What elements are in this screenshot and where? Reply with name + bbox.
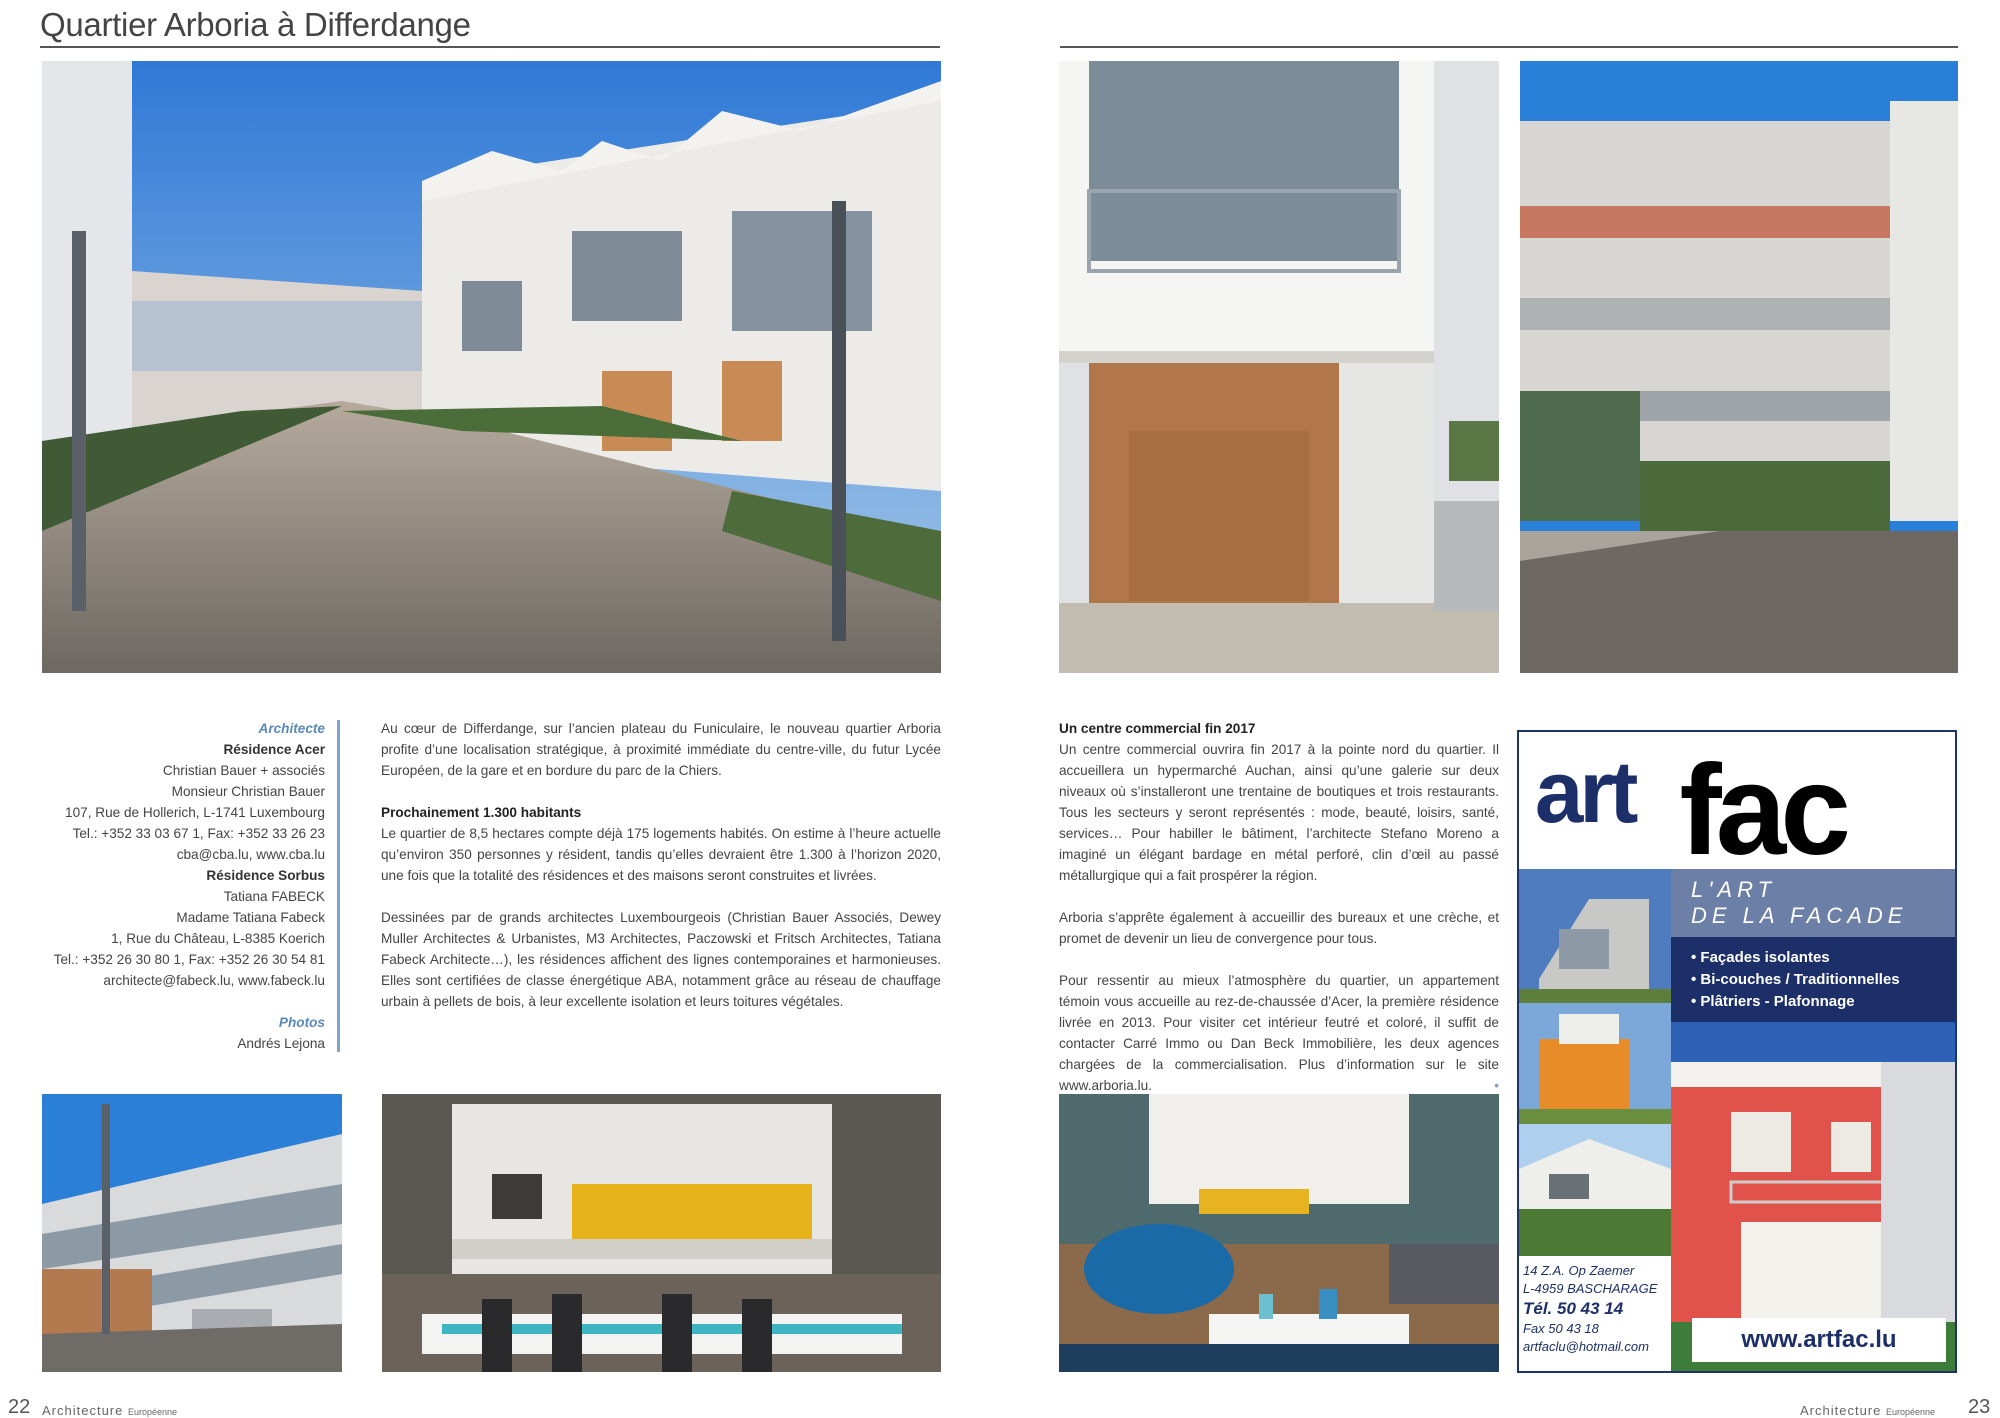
section-heading: Un centre commercial fin 2017 bbox=[1059, 721, 1256, 736]
article-intro: Au cœur de Differdange, sur l’ancien plateau du Funiculaire, le nouveau quartier Arboria profite d’une localisation stratégique, à proximité immédiate du centre-ville, du futur Lycée Européen, de la gare et en bordure du parc de la Chiers. bbox=[381, 721, 941, 778]
ad-contact-info bbox=[1519, 1256, 1671, 1371]
ad-address-line: L-4959 BASCHARAGE bbox=[1523, 1281, 1658, 1296]
credit-line: 1, Rue du Château, L-8385 Koerich bbox=[111, 931, 325, 946]
credit-line: Tel.: +352 33 03 67 1, Fax: +352 33 26 23 bbox=[72, 826, 325, 841]
photos-label: Photos bbox=[278, 1015, 325, 1030]
service-item: • Façades isolantes bbox=[1691, 949, 1830, 966]
credit-line: Monsieur Christian Bauer bbox=[171, 784, 325, 799]
article-column-left bbox=[381, 718, 941, 1033]
article-paragraph: Dessinées par de grands architectes Luxembourgeois (Christian Bauer Associés, Dewey Muller Architectes & Urbanistes, M3 Architectes, Paczowski et Fritsch Architectes, Tatiana Fabeck Architecte…), les résidences affichent des lignes contemporaines et harmonieuses. Elles sont certifiées de classe énergétique ABA, notamment grâce au réseau de chauffage urbain à pellets de bois, à leur excellente isolation et leurs toitures végétales. bbox=[381, 910, 941, 1009]
architect-credits bbox=[40, 718, 327, 1054]
credits-divider bbox=[337, 720, 340, 1052]
credit-line: Tel.: +352 26 30 80 1, Fax: +352 26 30 54 81 bbox=[53, 952, 325, 967]
footer-brand-left: Architecture Européenne bbox=[42, 1403, 178, 1418]
architect-label: Architecte bbox=[258, 721, 325, 736]
credit-line: architecte@fabeck.lu, www.fabeck.lu bbox=[103, 973, 325, 988]
photo-kitchen bbox=[382, 1094, 941, 1372]
page-number-left: 22 bbox=[8, 1396, 31, 1418]
credit-line: Madame Tatiana Fabeck bbox=[176, 910, 325, 925]
ad-tagline bbox=[1671, 869, 1955, 937]
artfac-advertisement[interactable] bbox=[1517, 730, 1957, 1373]
article-paragraph bbox=[1059, 970, 1499, 1096]
ad-website-link[interactable]: www.artfac.lu bbox=[1692, 1318, 1946, 1362]
ad-email[interactable]: artfaclu@hotmail.com bbox=[1523, 1339, 1649, 1354]
ad-services-list bbox=[1671, 937, 1955, 1022]
ad-address-line: 14 Z.A. Op Zaemer bbox=[1523, 1263, 1635, 1278]
service-item: • Plâtriers - Plafonnage bbox=[1691, 993, 1855, 1010]
credit-line: cba@cba.lu, www.cba.lu bbox=[176, 847, 325, 862]
residence-acer-title: Résidence Acer bbox=[223, 742, 325, 757]
ad-phone: Tél. 50 43 14 bbox=[1523, 1299, 1624, 1318]
credit-line: 107, Rue de Hollerich, L-1741 Luxembourg bbox=[65, 805, 325, 820]
article-closing-text: Pour ressentir au mieux l’atmosphère du quartier, un appartement témoin vous accueille au rez-de-chaussée d’Acer, la première résidence livrée en 2013. Pour visiter cet intérieur feutré et coloré, il suffit de contacter Carré Immo ou Dan Beck Immobilière, les deux agences chargées de la commercialisation. Plus d’information sur le site www.arboria.lu. bbox=[1059, 973, 1499, 1093]
logo-fac: fac bbox=[1679, 738, 1846, 869]
tagline-line-2: DE LA FACADE bbox=[1691, 903, 1908, 928]
photo-living-room bbox=[1059, 1094, 1499, 1372]
tagline-line-1: L'ART bbox=[1691, 877, 1777, 902]
title-rule-right bbox=[1060, 46, 1958, 48]
article-paragraph: Le quartier de 8,5 hectares compte déjà 175 logements habités. On estime à l’heure actuelle qu’environ 350 personnes y résident, tandis qu’elles devraient être 1.300 à l’horizon 2020, une fois que la totalité des résidences et des maisons seront construites et livrées. bbox=[381, 826, 941, 883]
ad-house-photos bbox=[1519, 869, 1671, 1256]
title-rule-left bbox=[40, 46, 940, 48]
ad-fax: Fax 50 43 18 bbox=[1523, 1321, 1599, 1336]
footer-brand-right: Architecture Européenne bbox=[1800, 1403, 1936, 1418]
photographer-name: Andrés Lejona bbox=[237, 1036, 325, 1051]
page-number-right: 23 bbox=[1968, 1396, 1991, 1418]
credit-line: Tatiana FABECK bbox=[223, 889, 325, 904]
service-item: • Bi-couches / Traditionnelles bbox=[1691, 971, 1900, 988]
section-heading: Prochainement 1.300 habitants bbox=[381, 805, 582, 820]
article-paragraph: Arboria s’apprête également à accueillir des bureaux et une crèche, et promet de devenir un lieu de convergence pour tous. bbox=[1059, 910, 1499, 946]
logo-art: art bbox=[1534, 742, 1635, 842]
article-column-right bbox=[1059, 718, 1499, 1117]
credit-line: Christian Bauer + associés bbox=[162, 763, 325, 778]
end-mark: • bbox=[1494, 1078, 1499, 1093]
page-title: Quartier Arboria à Differdange bbox=[40, 6, 471, 43]
photo-balconies bbox=[1520, 61, 1958, 673]
residence-sorbus-title: Résidence Sorbus bbox=[206, 868, 325, 883]
article-paragraph: Un centre commercial ouvrira fin 2017 à la pointe nord du quartier. Il accueillera un hypermarché Auchan, ainsi qu’une galerie sur deux niveaux où s’installeront une trentaine de boutiques et trois restaurants. Tous les secteurs y seront représentés : mode, beauté, loisirs, santé, services… Pour habiller le bâtiment, l’architecte Stefano Moreno a imaginé un élégant bardage en métal perforé, clin d’œil au passé métallurgique qui a fait prospérer la région. bbox=[1059, 742, 1499, 883]
photo-facade-timber bbox=[1059, 61, 1499, 673]
hero-photo-courtyard bbox=[42, 61, 941, 673]
photo-street-rowhouses bbox=[42, 1094, 342, 1372]
artfac-logo bbox=[1519, 732, 1955, 869]
